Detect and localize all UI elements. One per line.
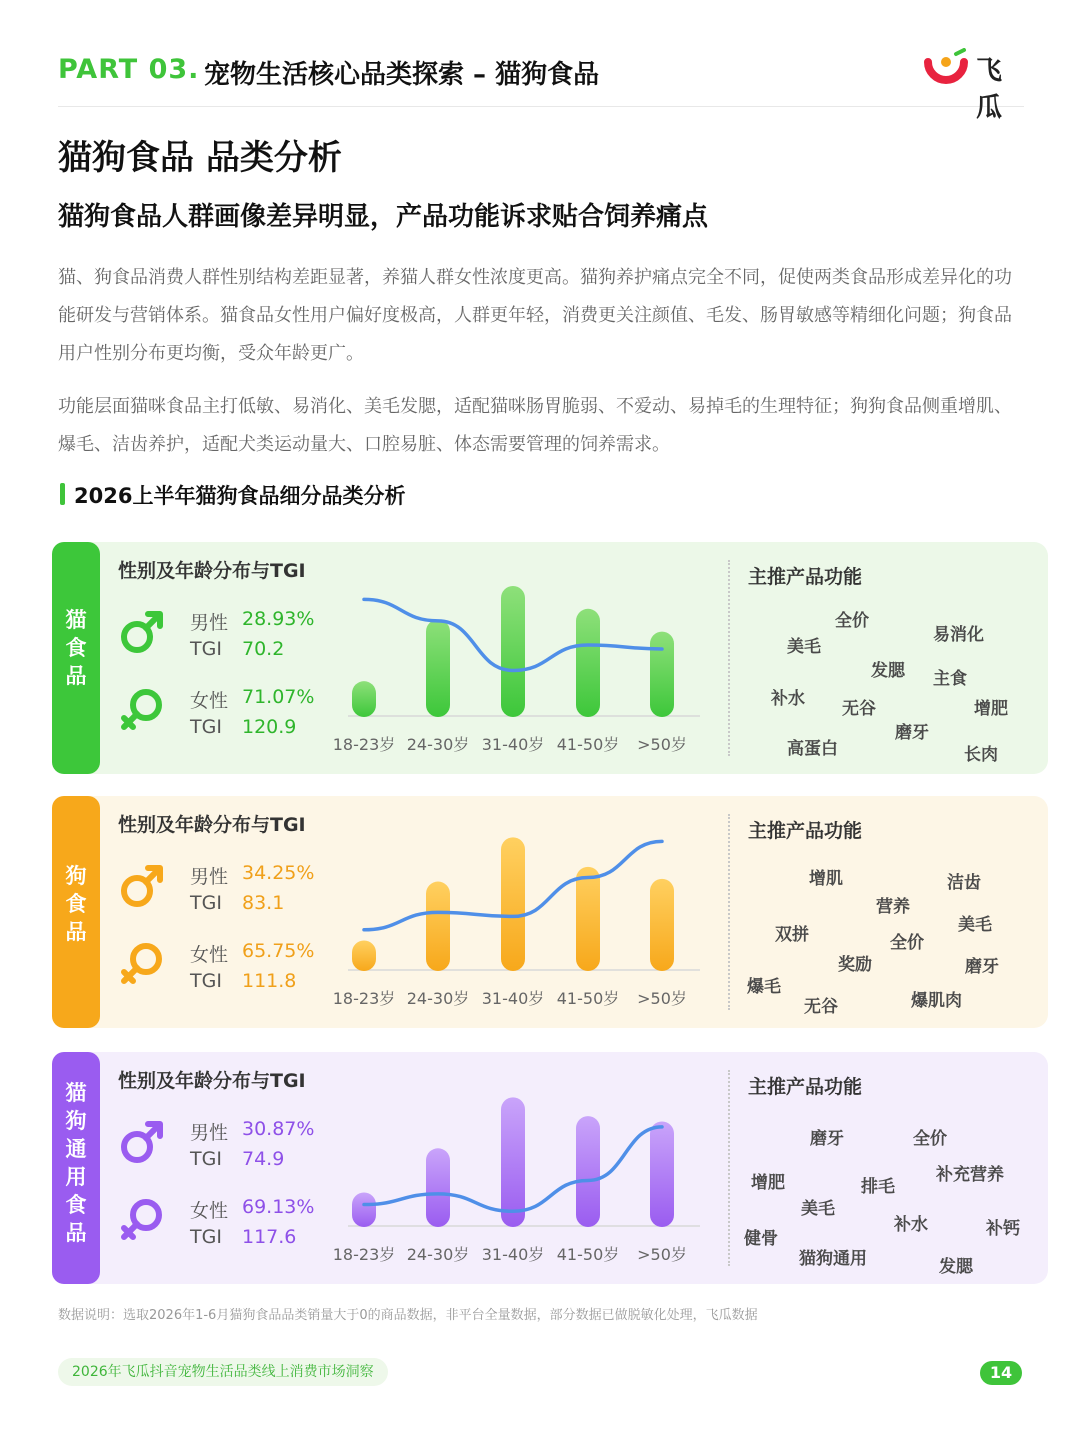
function-keyword: 全价: [835, 611, 869, 631]
age-tick-label: 18-23岁: [332, 1245, 396, 1264]
female-tgi-label: TGI: [190, 716, 222, 738]
female-label: 女性: [190, 1200, 229, 1222]
age-bar-1: [426, 1148, 450, 1227]
age-chart-svg: [330, 830, 704, 1016]
function-keyword: 磨牙: [810, 1129, 844, 1149]
panel-tab-label: 食: [65, 636, 87, 660]
female-symbol: [118, 686, 166, 734]
panel-tab-label: 通: [65, 1137, 87, 1161]
panel-tab-label: 品: [65, 920, 87, 944]
female-share: 71.07%: [242, 686, 315, 708]
function-keyword: 易消化: [933, 625, 984, 645]
age-tick-label: 41-50岁: [556, 1245, 620, 1264]
panel-tab-label: 猫: [65, 608, 87, 632]
page-header: [58, 48, 1024, 123]
function-keyword: 营养: [876, 897, 910, 917]
data-note: 数据说明：选取2026年1-6月猫狗食品品类销量大于0的商品数据，非平台全量数据，部分数据已做脱敏化处理，飞瓜数据: [58, 1308, 758, 1323]
panel-0: [52, 542, 1048, 774]
female-tgi: 111.8: [242, 970, 297, 992]
age-bar-3: [576, 867, 600, 971]
function-keyword: 补充营养: [936, 1165, 1004, 1185]
function-keyword: 发腮: [871, 661, 905, 681]
function-keyword: 增肌: [809, 869, 843, 889]
gender-age-title: 性别及年龄分布与TGI: [118, 1070, 306, 1092]
age-tick-label: 24-30岁: [406, 735, 470, 754]
male-tgi: 74.9: [242, 1148, 285, 1170]
age-bar-4: [650, 632, 674, 717]
page-number: 14: [980, 1361, 1022, 1385]
age-tick-label: >50岁: [637, 989, 687, 1008]
age-bar-4: [650, 1121, 674, 1227]
female-tgi-label: TGI: [190, 970, 222, 992]
function-keyword: 爆毛: [747, 977, 781, 997]
function-keyword: 增肥: [751, 1173, 785, 1193]
female-tgi: 120.9: [242, 716, 297, 738]
age-distribution-chart: [330, 576, 704, 762]
age-bar-2: [501, 837, 525, 971]
age-tick-label: 18-23岁: [332, 735, 396, 754]
function-keyword: 无谷: [804, 997, 838, 1017]
male-share: 34.25%: [242, 862, 315, 884]
female-symbol: [118, 1196, 166, 1244]
male-label: 男性: [190, 866, 229, 888]
age-tick-label: 18-23岁: [332, 989, 396, 1008]
male-symbol-icon: [118, 608, 166, 656]
age-tick-label: 41-50岁: [556, 989, 620, 1008]
male-symbol-icon: [118, 1118, 166, 1166]
function-keyword: 无谷: [842, 699, 876, 719]
age-tick-label: 24-30岁: [406, 989, 470, 1008]
melon-logo-icon: [924, 48, 970, 88]
age-distribution-chart: [330, 1086, 704, 1272]
panel-tab-label: 品: [65, 1221, 87, 1245]
female-tgi-label: TGI: [190, 1226, 222, 1248]
female-label: 女性: [190, 690, 229, 712]
panel-tab-label: 食: [65, 1193, 87, 1217]
page-subtitle: 猫狗食品人群画像差异明显，产品功能诉求贴合饲养痛点: [58, 202, 709, 232]
panel-2: [52, 1052, 1048, 1284]
age-tick-label: 31-40岁: [481, 1245, 545, 1264]
page-title: 猫狗食品 品类分析: [58, 138, 342, 178]
panel-divider: [728, 1070, 730, 1266]
age-tick-label: >50岁: [637, 735, 687, 754]
panel-tab: [52, 542, 100, 774]
section-title: 2026上半年猫狗食品细分品类分析: [74, 484, 406, 508]
male-symbol-icon: [118, 862, 166, 910]
function-keyword: 奖励: [838, 955, 872, 975]
male-tgi: 83.1: [242, 892, 285, 914]
panel-divider: [728, 814, 730, 1010]
female-share: 65.75%: [242, 940, 315, 962]
function-keyword: 美毛: [958, 915, 992, 935]
function-keyword: 全价: [913, 1129, 947, 1149]
female-symbol-icon: [118, 686, 166, 734]
age-bar-3: [576, 1116, 600, 1227]
intro-paragraph-2: 功能层面猫咪食品主打低敏、易消化、美毛发腮，适配猫咪肠胃脆弱、不爱动、易掉毛的生理特征；狗狗食品侧重增肌、爆毛、洁齿养护，适配犬类运动量大、口腔易脏、体态需要管理的饲养需求。: [58, 396, 1012, 455]
age-bar-0: [352, 1193, 376, 1228]
function-keyword: 主食: [933, 669, 967, 689]
age-tick-label: 24-30岁: [406, 1245, 470, 1264]
panel-tab-label: 狗: [65, 1109, 87, 1133]
function-keyword: 磨牙: [965, 957, 999, 977]
male-symbol: [118, 862, 166, 910]
female-symbol-icon: [118, 1196, 166, 1244]
male-label: 男性: [190, 612, 229, 634]
panel-divider: [728, 560, 730, 756]
female-symbol: [118, 940, 166, 988]
function-keyword: 补水: [894, 1215, 928, 1235]
function-keyword: 双拼: [775, 925, 809, 945]
male-tgi-label: TGI: [190, 892, 222, 914]
panel-tab-label: 食: [65, 892, 87, 916]
gender-age-title: 性别及年龄分布与TGI: [118, 560, 306, 582]
age-distribution-chart: [330, 830, 704, 1016]
function-keyword: 补钙: [986, 1219, 1020, 1239]
function-keyword: 补水: [771, 689, 805, 709]
age-bar-3: [576, 609, 600, 717]
panel-tab-label: 猫: [65, 1081, 87, 1105]
age-bar-0: [352, 941, 376, 971]
female-share: 69.13%: [242, 1196, 315, 1218]
male-tgi-label: TGI: [190, 1148, 222, 1170]
age-tick-label: 31-40岁: [481, 989, 545, 1008]
male-symbol: [118, 1118, 166, 1166]
product-function-title: 主推产品功能: [748, 1076, 863, 1098]
function-keyword: 全价: [890, 933, 924, 953]
age-bar-0: [352, 681, 376, 717]
panel-tab: [52, 796, 100, 1028]
function-keyword: 排毛: [861, 1177, 895, 1197]
product-function-title: 主推产品功能: [748, 566, 863, 588]
function-keyword: 健骨: [744, 1229, 778, 1249]
age-bar-1: [426, 620, 450, 717]
function-keyword: 磨牙: [895, 723, 929, 743]
brand-logo: [924, 48, 1024, 123]
panel-tab: [52, 1052, 100, 1284]
age-tick-label: >50岁: [637, 1245, 687, 1264]
part-title: 宠物生活核心品类探索 – 猫狗食品: [204, 60, 600, 90]
male-share: 30.87%: [242, 1118, 315, 1140]
age-chart-svg: [330, 576, 704, 762]
logo-text: 飞瓜: [976, 56, 1003, 123]
age-tick-label: 41-50岁: [556, 735, 620, 754]
female-label: 女性: [190, 944, 229, 966]
age-bar-2: [501, 586, 525, 717]
function-keyword: 发腮: [939, 1257, 973, 1277]
function-keyword: 高蛋白: [787, 739, 838, 759]
function-keyword: 美毛: [787, 637, 821, 657]
male-label: 男性: [190, 1122, 229, 1144]
section-accent-bar: [60, 483, 65, 505]
age-bar-1: [426, 882, 450, 971]
panel-tab-label: 用: [65, 1165, 87, 1189]
male-tgi-label: TGI: [190, 638, 222, 660]
panel-tab-label: 狗: [65, 864, 87, 888]
age-bar-2: [501, 1097, 525, 1227]
male-share: 28.93%: [242, 608, 315, 630]
function-keyword: 爆肌肉: [911, 991, 962, 1011]
function-keyword: 增肥: [974, 699, 1008, 719]
female-symbol-icon: [118, 940, 166, 988]
function-keyword: 长肉: [964, 745, 998, 765]
function-keyword: 洁齿: [947, 873, 981, 893]
male-symbol: [118, 608, 166, 656]
panel-1: [52, 796, 1048, 1028]
part-label: PART 03.: [58, 54, 200, 85]
function-keyword: 猫狗通用: [799, 1249, 867, 1269]
age-bar-4: [650, 879, 674, 971]
male-tgi: 70.2: [242, 638, 285, 660]
gender-age-title: 性别及年龄分布与TGI: [118, 814, 306, 836]
product-function-title: 主推产品功能: [748, 820, 863, 842]
age-tick-label: 31-40岁: [481, 735, 545, 754]
panel-tab-label: 品: [65, 664, 87, 688]
footer-report-title: 2026年飞瓜抖音宠物生活品类线上消费市场洞察: [58, 1358, 388, 1386]
age-chart-svg: [330, 1086, 704, 1272]
intro-paragraph-1: 猫、狗食品消费人群性别结构差距显著，养猫人群女性浓度更高。猫狗养护痛点完全不同，促使两类食品形成差异化的功能研发与营销体系。猫食品女性用户偏好度极高，人群更年轻，消费更关注颜值、毛发、肠胃敏感等精细化问题；狗食品用户性别分布更均衡，受众年龄更广。: [58, 267, 1012, 364]
female-tgi: 117.6: [242, 1226, 297, 1248]
function-keyword: 美毛: [801, 1199, 835, 1219]
